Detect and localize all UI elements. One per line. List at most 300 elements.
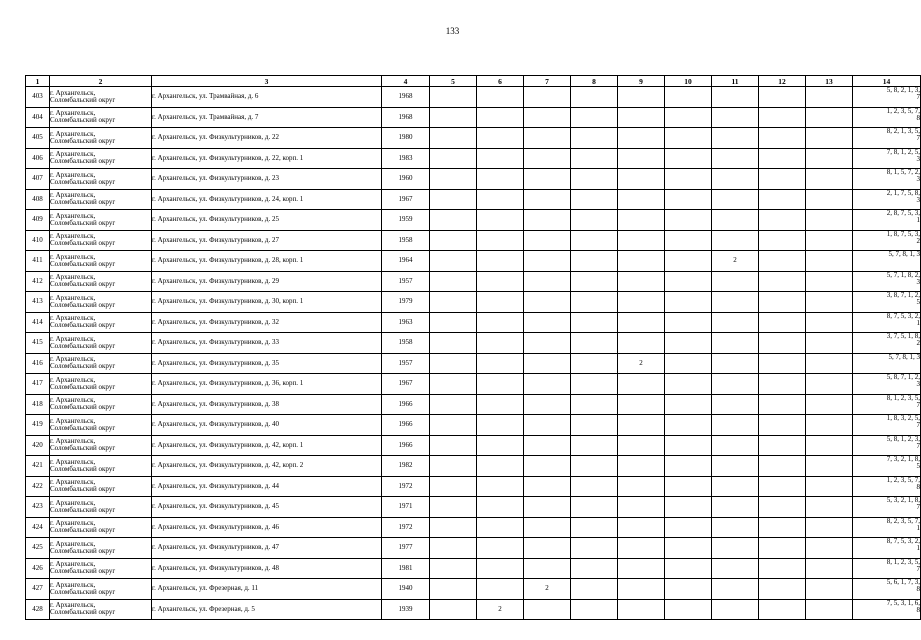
column-header-13: 13 xyxy=(806,76,853,87)
district-cell xyxy=(50,230,152,251)
value-cell-col-8 xyxy=(571,87,618,108)
row-number-cell: 413 xyxy=(26,292,50,313)
district-cell xyxy=(50,312,152,333)
value-cell-col-7 xyxy=(524,476,571,497)
district-cell xyxy=(50,169,152,190)
column-header-7: 7 xyxy=(524,76,571,87)
priority-cell xyxy=(853,128,921,149)
value-cell-col-11 xyxy=(712,87,759,108)
column-header-12: 12 xyxy=(759,76,806,87)
value-cell-col-13 xyxy=(806,538,853,559)
district-city: г. Архангельск, xyxy=(50,314,96,323)
district-cell xyxy=(50,394,152,415)
address-cell: г. Архангельск, ул. Физкультурников, д. 36, корп. 1 xyxy=(152,374,382,395)
value-cell-col-5 xyxy=(430,394,477,415)
value-cell-col-13 xyxy=(806,394,853,415)
address-cell: г. Архангельск, ул. Физкультурников, д. 35 xyxy=(152,353,382,374)
address-cell: г. Архангельск, ул. Физкультурников, д. 40 xyxy=(152,415,382,436)
priority-line: 8, 1, 2, 3, 5, xyxy=(886,557,920,566)
table-row xyxy=(26,497,921,518)
year-cell: 1967 xyxy=(382,374,430,395)
value-cell-col-6 xyxy=(477,87,524,108)
value-cell-col-11 xyxy=(712,312,759,333)
value-cell-col-11 xyxy=(712,271,759,292)
priority-line: 1, 2, 3, 5, 7, xyxy=(886,475,920,484)
row-number-cell: 419 xyxy=(26,415,50,436)
value-cell-col-13 xyxy=(806,169,853,190)
value-cell-col-8 xyxy=(571,497,618,518)
value-cell-col-11 xyxy=(712,558,759,579)
value-cell-col-8 xyxy=(571,333,618,354)
priority-cell xyxy=(853,599,921,620)
priority-line: 3 xyxy=(916,154,920,163)
value-cell-col-11 xyxy=(712,128,759,149)
priority-line: 5, 8, 7, 1, 2, xyxy=(886,373,920,381)
value-cell-col-11 xyxy=(712,435,759,456)
value-cell-col-10 xyxy=(665,579,712,600)
value-cell-col-5 xyxy=(430,435,477,456)
district-city: г. Архангельск, xyxy=(50,273,96,282)
district-name: Соломбальский округ xyxy=(50,464,116,473)
row-number-cell: 425 xyxy=(26,538,50,559)
value-cell-col-10 xyxy=(665,517,712,538)
priority-cell xyxy=(853,189,921,210)
address-cell: г. Архангельск, ул. Физкультурников, д. 32 xyxy=(152,312,382,333)
value-cell-col-6 xyxy=(477,333,524,354)
value-cell-col-11 xyxy=(712,517,759,538)
table-row xyxy=(26,292,921,313)
value-cell-col-12 xyxy=(759,333,806,354)
value-cell-col-5 xyxy=(430,271,477,292)
address-cell: г. Архангельск, ул. Физкультурников, д. 33 xyxy=(152,333,382,354)
district-cell xyxy=(50,148,152,169)
priority-line: 7 xyxy=(916,421,920,429)
value-cell-col-10 xyxy=(665,538,712,559)
value-cell-col-11 xyxy=(712,353,759,374)
year-cell: 1963 xyxy=(382,312,430,333)
table-row xyxy=(26,128,921,149)
priority-line: 2 xyxy=(916,236,920,245)
priority-line: 5, 6, 1, 7, 3, xyxy=(886,578,920,586)
value-cell-col-5 xyxy=(430,189,477,210)
value-cell-col-5 xyxy=(430,599,477,620)
district-name: Соломбальский округ xyxy=(50,382,116,391)
value-cell-col-8 xyxy=(571,558,618,579)
value-cell-col-12 xyxy=(759,599,806,620)
district-city: г. Архангельск, xyxy=(50,539,96,548)
year-cell: 1983 xyxy=(382,148,430,169)
column-header-14: 14 xyxy=(853,76,921,87)
district-name: Соломбальский округ xyxy=(50,198,116,207)
priority-line: 5 xyxy=(916,462,920,470)
value-cell-col-8 xyxy=(571,579,618,600)
year-cell: 1958 xyxy=(382,230,430,251)
housing-table xyxy=(25,75,921,620)
district-city: г. Архангельск, xyxy=(50,416,96,425)
address-cell: г. Архангельск, ул. Физкультурников, д. 47 xyxy=(152,538,382,559)
district-cell xyxy=(50,210,152,231)
value-cell-col-9 xyxy=(618,210,665,231)
year-cell: 1977 xyxy=(382,538,430,559)
value-cell-col-10 xyxy=(665,271,712,292)
priority-cell xyxy=(853,538,921,559)
value-cell-col-5 xyxy=(430,230,477,251)
district-name: Соломбальский округ xyxy=(50,259,116,268)
value-cell-col-8 xyxy=(571,292,618,313)
district-cell xyxy=(50,251,152,272)
row-number-cell: 415 xyxy=(26,333,50,354)
value-cell-col-12 xyxy=(759,189,806,210)
value-cell-col-5 xyxy=(430,538,477,559)
priority-line: 8 xyxy=(916,113,920,122)
address-cell: г. Архангельск, ул. Физкультурников, д. 27 xyxy=(152,230,382,251)
table-row xyxy=(26,210,921,231)
priority-cell xyxy=(853,579,921,600)
value-cell-col-5 xyxy=(430,87,477,108)
district-cell xyxy=(50,415,152,436)
value-cell-col-12 xyxy=(759,538,806,559)
value-cell-col-9 xyxy=(618,87,665,108)
value-cell-col-9 xyxy=(618,558,665,579)
value-cell-col-7 xyxy=(524,497,571,518)
address-cell: г. Архангельск, ул. Физкультурников, д. 24, корп. 1 xyxy=(152,189,382,210)
value-cell-col-12 xyxy=(759,271,806,292)
district-name: Соломбальский округ xyxy=(50,280,116,289)
value-cell-col-9 xyxy=(618,415,665,436)
priority-line: 5, 7, 8, 1, 3 xyxy=(888,250,920,258)
value-cell-col-13 xyxy=(806,128,853,149)
row-number-cell: 406 xyxy=(26,148,50,169)
district-cell xyxy=(50,517,152,538)
priority-line: 1 xyxy=(916,544,920,552)
value-cell-col-7 xyxy=(524,415,571,436)
district-city: г. Архангельск, xyxy=(50,498,96,507)
value-cell-col-13 xyxy=(806,107,853,128)
value-cell-col-6 xyxy=(477,353,524,374)
row-number-cell: 420 xyxy=(26,435,50,456)
row-number-cell: 422 xyxy=(26,476,50,497)
value-cell-col-5 xyxy=(430,312,477,333)
value-cell-col-6 xyxy=(477,148,524,169)
value-cell-col-10 xyxy=(665,599,712,620)
row-number-cell: 405 xyxy=(26,128,50,149)
table-row xyxy=(26,333,921,354)
value-cell-col-7 xyxy=(524,456,571,477)
district-cell xyxy=(50,599,152,620)
value-cell-col-8 xyxy=(571,476,618,497)
table-row xyxy=(26,456,921,477)
address-cell: г. Архангельск, ул. Физкультурников, д. 25 xyxy=(152,210,382,231)
value-cell-col-12 xyxy=(759,210,806,231)
address-cell: г. Архангельск, ул. Физкультурников, д. 23 xyxy=(152,169,382,190)
value-cell-col-8 xyxy=(571,374,618,395)
value-cell-col-7 xyxy=(524,517,571,538)
priority-line: 3 xyxy=(916,380,920,388)
value-cell-col-7: 2 xyxy=(524,579,571,600)
value-cell-col-10 xyxy=(665,476,712,497)
value-cell-col-11 xyxy=(712,476,759,497)
district-city: г. Архангельск, xyxy=(50,519,96,528)
priority-line: 7 xyxy=(916,93,920,101)
value-cell-col-9 xyxy=(618,148,665,169)
year-cell: 1968 xyxy=(382,87,430,108)
district-city: г. Архангельск, xyxy=(50,252,96,261)
address-cell: г. Архангельск, ул. Физкультурников, д. 30, корп. 1 xyxy=(152,292,382,313)
value-cell-col-5 xyxy=(430,169,477,190)
district-city: г. Архангельск, xyxy=(50,334,96,343)
year-cell: 1980 xyxy=(382,128,430,149)
district-cell xyxy=(50,189,152,210)
value-cell-col-13 xyxy=(806,230,853,251)
priority-line: 3 xyxy=(916,175,920,183)
value-cell-col-10 xyxy=(665,394,712,415)
priority-line: 1 xyxy=(916,216,920,224)
value-cell-col-13 xyxy=(806,497,853,518)
value-cell-col-13 xyxy=(806,333,853,354)
value-cell-col-8 xyxy=(571,456,618,477)
address-cell: г. Архангельск, ул. Физкультурников, д. 38 xyxy=(152,394,382,415)
priority-cell xyxy=(853,517,921,538)
value-cell-col-8 xyxy=(571,538,618,559)
row-number-cell: 424 xyxy=(26,517,50,538)
priority-cell xyxy=(853,107,921,128)
value-cell-col-10 xyxy=(665,292,712,313)
priority-line: 5, 8, 1, 2, 3, xyxy=(886,434,920,443)
value-cell-col-7 xyxy=(524,87,571,108)
table-row xyxy=(26,435,921,456)
district-cell xyxy=(50,292,152,313)
value-cell-col-8 xyxy=(571,271,618,292)
address-cell: г. Архангельск, ул. Физкультурников, д. 29 xyxy=(152,271,382,292)
value-cell-col-8 xyxy=(571,517,618,538)
value-cell-col-8 xyxy=(571,169,618,190)
value-cell-col-12 xyxy=(759,558,806,579)
district-cell xyxy=(50,271,152,292)
value-cell-col-10 xyxy=(665,210,712,231)
priority-line: 7 xyxy=(916,400,920,409)
value-cell-col-9 xyxy=(618,538,665,559)
table-row xyxy=(26,353,921,374)
table-row xyxy=(26,558,921,579)
value-cell-col-6 xyxy=(477,435,524,456)
value-cell-col-9 xyxy=(618,169,665,190)
value-cell-col-11 xyxy=(712,394,759,415)
priority-line: 8, 1, 2, 3, 5, xyxy=(886,393,920,402)
value-cell-col-5 xyxy=(430,558,477,579)
address-cell: г. Архангельск, ул. Физкультурников, д. 22 xyxy=(152,128,382,149)
value-cell-col-7 xyxy=(524,292,571,313)
column-header-11: 11 xyxy=(712,76,759,87)
district-city: г. Архангельск, xyxy=(50,580,96,589)
value-cell-col-13 xyxy=(806,210,853,231)
value-cell-col-6 xyxy=(477,415,524,436)
value-cell-col-8 xyxy=(571,210,618,231)
value-cell-col-9 xyxy=(618,251,665,272)
priority-line: 5, 8, 2, 1, 3, xyxy=(886,86,920,94)
priority-line: 7, 8, 1, 2, 5, xyxy=(886,147,920,156)
table-row xyxy=(26,230,921,251)
value-cell-col-8 xyxy=(571,148,618,169)
value-cell-col-7 xyxy=(524,312,571,333)
value-cell-col-8 xyxy=(571,189,618,210)
value-cell-col-9 xyxy=(618,271,665,292)
value-cell-col-5 xyxy=(430,210,477,231)
value-cell-col-6 xyxy=(477,251,524,272)
year-cell: 1958 xyxy=(382,333,430,354)
table-row xyxy=(26,394,921,415)
district-name: Соломбальский округ xyxy=(50,116,116,125)
value-cell-col-9 xyxy=(618,599,665,620)
district-cell xyxy=(50,435,152,456)
priority-line: 1, 8, 7, 5, 3, xyxy=(886,229,920,238)
row-number-cell: 428 xyxy=(26,599,50,620)
row-number-cell: 407 xyxy=(26,169,50,190)
priority-line: 1 xyxy=(916,318,920,327)
value-cell-col-9 xyxy=(618,394,665,415)
district-name: Соломбальский округ xyxy=(50,95,116,104)
row-number-cell: 418 xyxy=(26,394,50,415)
district-cell xyxy=(50,374,152,395)
district-city: г. Архангельск, xyxy=(50,109,96,118)
priority-line: 2 xyxy=(916,339,920,347)
address-cell: г. Архангельск, ул. Фрезерная, д. 11 xyxy=(152,579,382,600)
district-name: Соломбальский округ xyxy=(50,587,116,596)
year-cell: 1957 xyxy=(382,271,430,292)
table-row xyxy=(26,415,921,436)
year-cell: 1968 xyxy=(382,107,430,128)
value-cell-col-13 xyxy=(806,87,853,108)
address-cell: г. Архангельск, ул. Трамвайная, д. 6 xyxy=(152,87,382,108)
priority-cell xyxy=(853,476,921,497)
year-cell: 1972 xyxy=(382,517,430,538)
value-cell-col-11: 2 xyxy=(712,251,759,272)
value-cell-col-12 xyxy=(759,517,806,538)
table-row xyxy=(26,271,921,292)
address-cell: г. Архангельск, ул. Физкультурников, д. 22, корп. 1 xyxy=(152,148,382,169)
district-city: г. Архангельск, xyxy=(50,232,96,241)
district-city: г. Архангельск, xyxy=(50,150,96,159)
priority-cell xyxy=(853,148,921,169)
value-cell-col-10 xyxy=(665,353,712,374)
table-row xyxy=(26,599,921,620)
value-cell-col-11 xyxy=(712,538,759,559)
value-cell-col-8 xyxy=(571,435,618,456)
page-number: 133 xyxy=(445,26,460,36)
priority-cell xyxy=(853,230,921,251)
value-cell-col-8 xyxy=(571,415,618,436)
value-cell-col-13 xyxy=(806,435,853,456)
value-cell-col-9 xyxy=(618,107,665,128)
value-cell-col-7 xyxy=(524,558,571,579)
value-cell-col-7 xyxy=(524,169,571,190)
priority-line: 1 xyxy=(916,523,920,532)
district-name: Соломбальский округ xyxy=(50,546,116,555)
value-cell-col-5 xyxy=(430,107,477,128)
value-cell-col-11 xyxy=(712,292,759,313)
year-cell: 1959 xyxy=(382,210,430,231)
district-city: г. Архангельск, xyxy=(50,170,96,179)
table-row xyxy=(26,107,921,128)
value-cell-col-12 xyxy=(759,374,806,395)
value-cell-col-7 xyxy=(524,599,571,620)
value-cell-col-13 xyxy=(806,415,853,436)
value-cell-col-6 xyxy=(477,292,524,313)
value-cell-col-6 xyxy=(477,128,524,149)
year-cell: 1966 xyxy=(382,415,430,436)
table-row xyxy=(26,251,921,272)
value-cell-col-6 xyxy=(477,169,524,190)
value-cell-col-10 xyxy=(665,169,712,190)
value-cell-col-8 xyxy=(571,394,618,415)
value-cell-col-7 xyxy=(524,230,571,251)
row-number-cell: 408 xyxy=(26,189,50,210)
priority-line: 5, 7, 1, 8, 2, xyxy=(886,270,920,279)
district-cell xyxy=(50,107,152,128)
value-cell-col-9 xyxy=(618,476,665,497)
district-city: г. Архангельск, xyxy=(50,293,96,302)
value-cell-col-9 xyxy=(618,456,665,477)
year-cell: 1979 xyxy=(382,292,430,313)
value-cell-col-8 xyxy=(571,599,618,620)
column-header-10: 10 xyxy=(665,76,712,87)
value-cell-col-10 xyxy=(665,230,712,251)
value-cell-col-12 xyxy=(759,476,806,497)
value-cell-col-13 xyxy=(806,599,853,620)
priority-line: 7, 3, 2, 1, 8, xyxy=(886,455,920,463)
value-cell-col-11 xyxy=(712,456,759,477)
value-cell-col-5 xyxy=(430,292,477,313)
district-name: Соломбальский округ xyxy=(50,341,116,350)
table-row xyxy=(26,189,921,210)
column-header-8: 8 xyxy=(571,76,618,87)
value-cell-col-13 xyxy=(806,558,853,579)
row-number-cell: 416 xyxy=(26,353,50,374)
priority-line: 8, 2, 1, 3, 5, xyxy=(886,127,920,135)
value-cell-col-7 xyxy=(524,353,571,374)
row-number-cell: 423 xyxy=(26,497,50,518)
value-cell-col-7 xyxy=(524,148,571,169)
priority-line: 1, 2, 3, 5, 7, xyxy=(886,106,920,115)
value-cell-col-9 xyxy=(618,312,665,333)
value-cell-col-6 xyxy=(477,497,524,518)
value-cell-col-13 xyxy=(806,148,853,169)
value-cell-col-10 xyxy=(665,456,712,477)
district-city: г. Архангельск, xyxy=(50,211,96,220)
value-cell-col-5 xyxy=(430,374,477,395)
district-cell xyxy=(50,538,152,559)
value-cell-col-7 xyxy=(524,394,571,415)
value-cell-col-6 xyxy=(477,374,524,395)
row-number-cell: 426 xyxy=(26,558,50,579)
priority-cell xyxy=(853,415,921,436)
priority-cell xyxy=(853,497,921,518)
priority-cell xyxy=(853,353,921,374)
priority-cell xyxy=(853,210,921,231)
value-cell-col-11 xyxy=(712,599,759,620)
value-cell-col-7 xyxy=(524,374,571,395)
row-number-cell: 427 xyxy=(26,579,50,600)
district-city: г. Архангельск, xyxy=(50,355,96,364)
value-cell-col-13 xyxy=(806,271,853,292)
value-cell-col-10 xyxy=(665,415,712,436)
value-cell-col-12 xyxy=(759,394,806,415)
table-row xyxy=(26,579,921,600)
row-number-cell: 410 xyxy=(26,230,50,251)
value-cell-col-9 xyxy=(618,189,665,210)
value-cell-col-8 xyxy=(571,128,618,149)
year-cell: 1982 xyxy=(382,456,430,477)
row-number-cell: 411 xyxy=(26,251,50,272)
